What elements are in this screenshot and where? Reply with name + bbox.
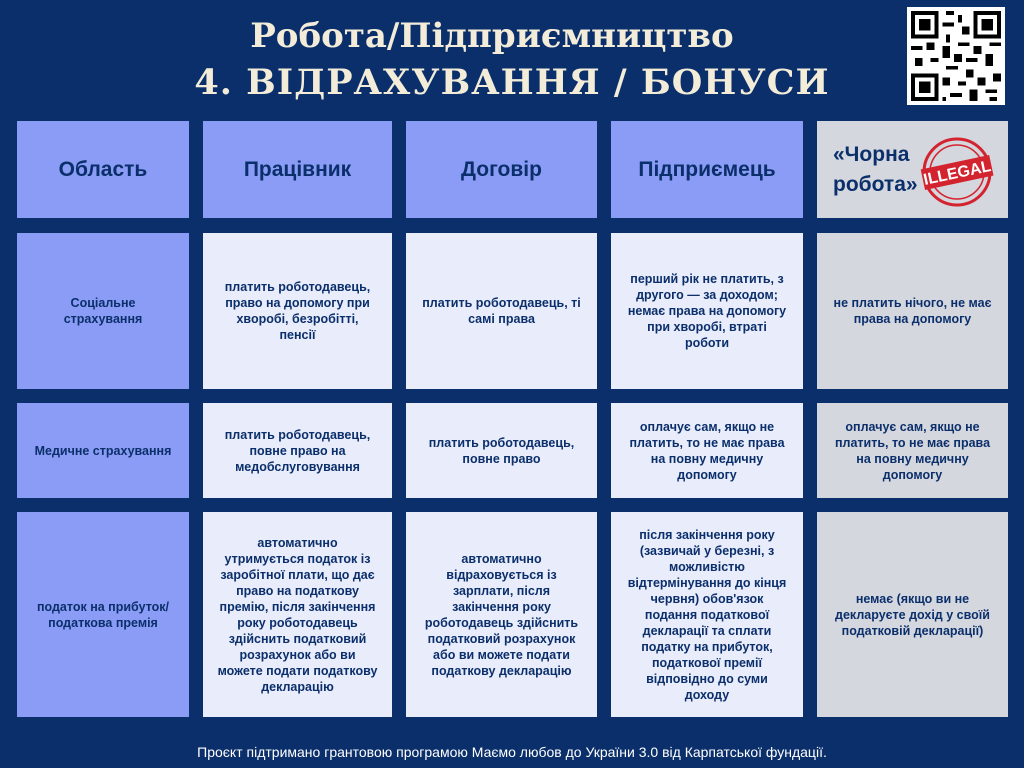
cell-contract-tax: автоматично відраховується із зарплати, після закінчення року роботодавець здійснить податковий розрахунок або ви можете подати податкову декларацію (406, 512, 597, 717)
cell-employee-social: платить роботодавець, право на допомогу при хворобі, безробітті, пенсії (203, 233, 392, 389)
cell-entrepreneur-tax: після закінчення року (зазвичай у березні, з можливістю відтермінування до кінця червня) обов'язок подання податкової декларації та сплати податку на прибуток, податкової премії відповідно до суми доходу (611, 512, 803, 717)
cell-employee-medical: платить роботодавець, повне право на медобслуговування (203, 403, 392, 498)
row-area-social: Соціальне страхування (17, 233, 189, 389)
cell-entrepreneur-medical: оплачує сам, якщо не платить, то не має права на повну медичну допомогу (611, 403, 803, 498)
footer-note: Проєкт підтримано грантовою програмою Маємо любов до України 3.0 від Карпатської фундації. (197, 744, 827, 760)
page-subtitle: 4. ВІДРАХУВАННЯ / БОНУСИ (194, 62, 830, 103)
row-area-tax: податок на прибуток/ податкова премія (17, 512, 189, 717)
black-work-label: «Чорна робота» (833, 142, 918, 196)
cell-employee-tax: автоматично утримується податок із заробітної плати, що дає право на податкову премію, після закінчення року роботодавець здійснить податковий розрахунок або ви можете подати податкову декларацію (203, 512, 392, 717)
qr-code-icon[interactable] (907, 7, 1005, 105)
cell-contract-social: платить роботодавець, ті самі права (406, 233, 597, 389)
page-title: Робота/Підприємництво (250, 16, 734, 56)
stamp-text: ILLEGAL (922, 158, 993, 189)
column-header-black-work (817, 121, 1008, 218)
column-header-contract: Договір (406, 121, 597, 218)
column-header-employee: Працівник (203, 121, 392, 218)
row-area-medical: Медичне страхування (17, 403, 189, 498)
column-header-entrepreneur: Підприємець (611, 121, 803, 218)
cell-black-social: не платить нічого, не має права на допомогу (817, 233, 1008, 389)
illegal-stamp-icon (920, 135, 994, 209)
cell-entrepreneur-social: перший рік не платить, з другого — за доходом; немає права на допомогу при хворобі, втраті роботи (611, 233, 803, 389)
column-header-area: Область (17, 121, 189, 218)
cell-black-medical: оплачує сам, якщо не платить, то не має права на повну медичну допомогу (817, 403, 1008, 498)
cell-black-tax: немає (якщо ви не декларуєте дохід у своїй податковій декларації) (817, 512, 1008, 717)
cell-contract-medical: платить роботодавець, повне право (406, 403, 597, 498)
